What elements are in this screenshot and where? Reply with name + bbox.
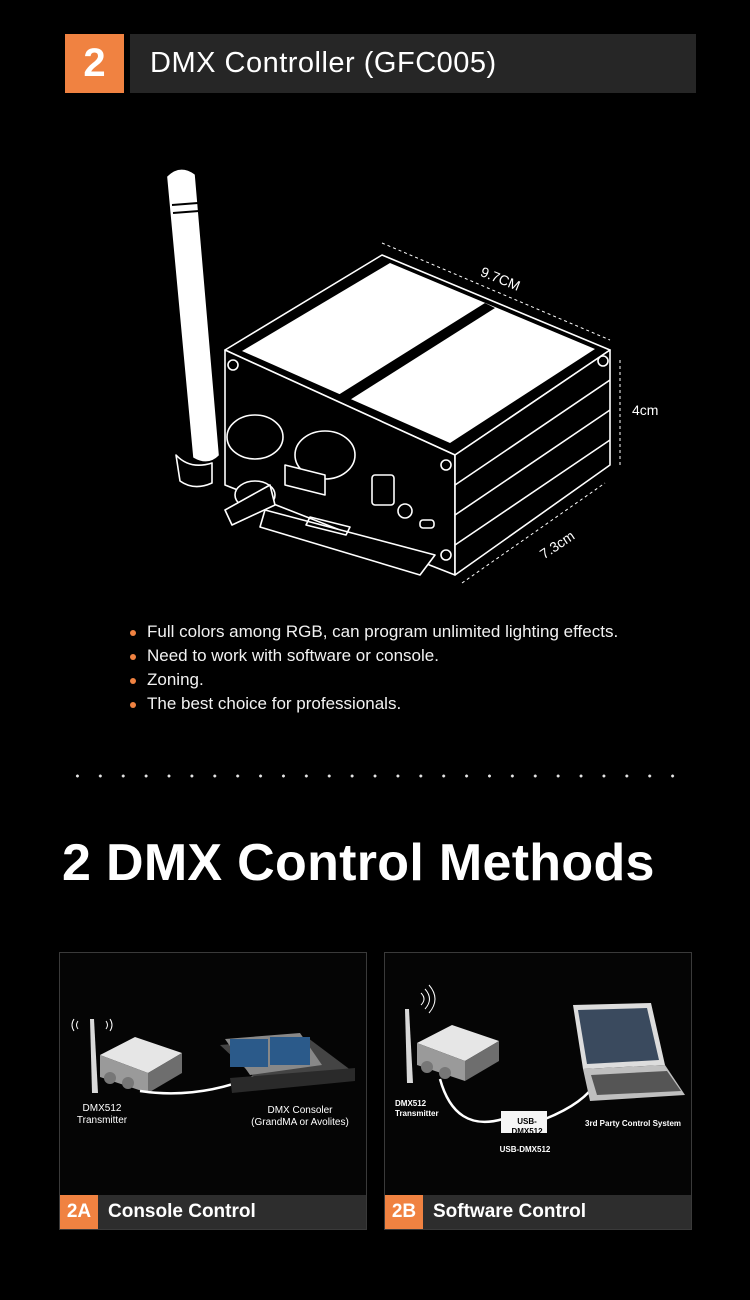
- dmx-controller-illustration: [150, 165, 670, 595]
- transmitter-label: DMX512 Transmitter: [395, 1099, 439, 1118]
- usb-chip-label: USB-DMX512: [511, 1117, 543, 1136]
- feature-item: Full colors among RGB, can program unlimited lighting effects.: [128, 620, 728, 644]
- software-control-panel: [384, 952, 692, 1230]
- feature-item: The best choice for professionals.: [128, 692, 728, 716]
- methods-heading: 2 DMX Control Methods: [62, 834, 655, 892]
- height-dimension: 4cm: [632, 402, 659, 418]
- antenna-icon: [168, 170, 218, 486]
- width-dimension: 9.7CM: [478, 263, 523, 294]
- feature-item: Zoning.: [128, 668, 728, 692]
- software-control-illustration: [385, 953, 691, 1195]
- method-tag: 2A: [60, 1195, 98, 1229]
- feature-item: Need to work with software or console.: [128, 644, 728, 668]
- feature-list: [128, 620, 728, 716]
- section-title-bar: [130, 34, 696, 93]
- signal-icon: [421, 985, 435, 1013]
- panel-footer: [385, 1195, 691, 1229]
- panel-footer: [60, 1195, 366, 1229]
- depth-dimension: 7.3cm: [536, 527, 578, 562]
- section-number-badge: 2: [65, 34, 124, 93]
- transmitter-label: DMX512 Transmitter: [76, 1103, 128, 1126]
- console-control-panel: [59, 952, 367, 1230]
- console-label: DMX Consoler (GrandMA or Avolites): [251, 1105, 349, 1128]
- method-label: Console Control: [108, 1201, 256, 1222]
- control-system-label: 3rd Party Control System: [585, 1119, 682, 1128]
- antenna-icon: [405, 1009, 413, 1083]
- section-title: DMX Controller (GFC005): [150, 47, 497, 79]
- usb-dmx-label: USB-DMX512: [499, 1145, 551, 1154]
- console-control-illustration: [60, 953, 366, 1195]
- dotted-divider: [66, 774, 686, 778]
- method-label: Software Control: [433, 1201, 587, 1222]
- method-tag: 2B: [385, 1195, 423, 1229]
- antenna-icon: [90, 1019, 98, 1093]
